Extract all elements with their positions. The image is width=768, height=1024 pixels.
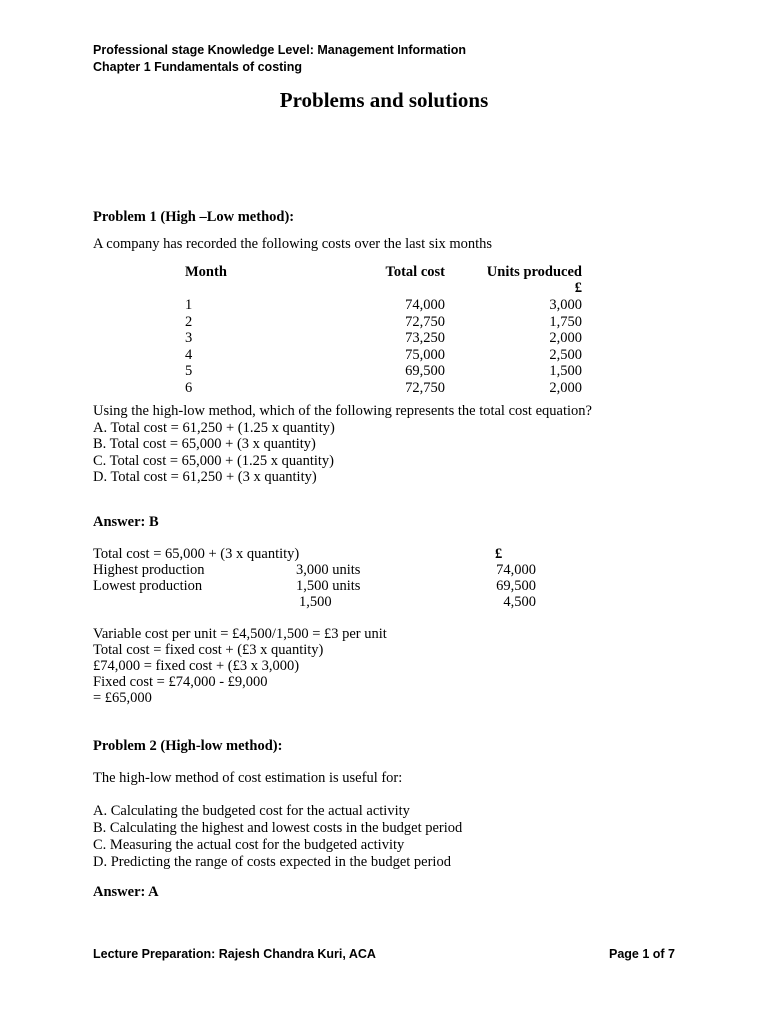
workings-label: Highest production bbox=[93, 562, 205, 578]
problem2-option-b: B. Calculating the highest and lowest costs in the budget period bbox=[93, 820, 463, 836]
problem1-intro: A company has recorded the following costs over the last six months bbox=[93, 236, 493, 252]
problem1-option-a: A. Total cost = 61,250 + (1.25 x quantity) bbox=[93, 419, 335, 436]
workings-step: = £65,000 bbox=[93, 690, 152, 706]
table-cell-units: 1,750 bbox=[549, 313, 582, 330]
table-cell-units: 3,000 bbox=[549, 297, 582, 313]
workings-currency-symbol: £ bbox=[495, 546, 503, 562]
problem1-option-b: B. Total cost = 65,000 + (3 x quantity) bbox=[93, 436, 316, 452]
problem1-heading: Problem 1 (High –Low method): bbox=[93, 209, 295, 225]
table-cell-month: 4 bbox=[185, 346, 193, 363]
table-cell-month: 1 bbox=[185, 297, 193, 313]
workings-step: Fixed cost = £74,000 - £9,000 bbox=[93, 674, 268, 690]
table-header-month: Month bbox=[185, 264, 227, 280]
workings-cost: 4,500 bbox=[503, 594, 536, 610]
footer-page-number: Page 1 of 7 bbox=[609, 947, 675, 961]
table-header-units-produced: Units produced bbox=[486, 264, 582, 280]
workings-step: Total cost = fixed cost + (£3 x quantity) bbox=[93, 642, 324, 658]
workings-step: Variable cost per unit = £4,500/1,500 = £3 per unit bbox=[93, 626, 387, 642]
workings-equation: Total cost = 65,000 + (3 x quantity) bbox=[93, 546, 300, 562]
problem2-answer: Answer: A bbox=[93, 884, 159, 900]
table-cell-total-cost: 72,750 bbox=[405, 313, 445, 330]
footer-author: Lecture Preparation: Rajesh Chandra Kuri, ACA bbox=[93, 947, 376, 961]
table-cell-total-cost: 73,250 bbox=[405, 330, 445, 346]
workings-cost: 74,000 bbox=[496, 562, 536, 578]
workings-units: 1,500 bbox=[299, 594, 332, 610]
table-cell-month: 3 bbox=[185, 330, 193, 346]
workings-step: £74,000 = fixed cost + (£3 x 3,000) bbox=[93, 658, 300, 674]
workings-units: 1,500 units bbox=[296, 578, 361, 594]
table-cell-total-cost: 69,500 bbox=[405, 363, 445, 379]
problem2-heading: Problem 2 (High-low method): bbox=[93, 738, 283, 754]
table-cell-units: 2,000 bbox=[549, 330, 582, 346]
table-cell-units: 2,000 bbox=[549, 380, 582, 396]
problem2-option-a: A. Calculating the budgeted cost for the actual activity bbox=[93, 803, 410, 819]
table-cell-units: 2,500 bbox=[549, 346, 582, 363]
problem1-option-d: D. Total cost = 61,250 + (3 x quantity) bbox=[93, 469, 317, 485]
problem2-option-d: D. Predicting the range of costs expected in the budget period bbox=[93, 854, 451, 870]
table-cell-month: 2 bbox=[185, 313, 193, 330]
table-cell-total-cost: 74,000 bbox=[405, 297, 445, 313]
problem2-question: The high-low method of cost estimation is useful for: bbox=[93, 770, 403, 786]
problem1-option-c: C. Total cost = 65,000 + (1.25 x quantity) bbox=[93, 452, 335, 469]
table-cell-total-cost: 72,750 bbox=[405, 380, 445, 396]
table-cell-month: 5 bbox=[185, 363, 193, 379]
table-header-total-cost: Total cost bbox=[385, 264, 445, 280]
workings-label: Lowest production bbox=[93, 578, 203, 594]
problem1-answer: Answer: B bbox=[93, 514, 159, 530]
problem1-question: Using the high-low method, which of the following represents the total cost equation? bbox=[93, 403, 592, 419]
table-cell-month: 6 bbox=[185, 380, 193, 396]
table-currency-symbol: £ bbox=[574, 280, 582, 296]
workings-cost: 69,500 bbox=[496, 578, 536, 594]
problem2-option-c: C. Measuring the actual cost for the budgeted activity bbox=[93, 837, 405, 853]
header-line-2: Chapter 1 Fundamentals of costing bbox=[93, 60, 303, 74]
workings-units: 3,000 units bbox=[296, 562, 361, 578]
page-title: Problems and solutions bbox=[279, 88, 489, 112]
header-line-1: Professional stage Knowledge Level: Management Information bbox=[93, 43, 466, 57]
table-cell-total-cost: 75,000 bbox=[405, 346, 445, 363]
table-cell-units: 1,500 bbox=[549, 363, 582, 379]
